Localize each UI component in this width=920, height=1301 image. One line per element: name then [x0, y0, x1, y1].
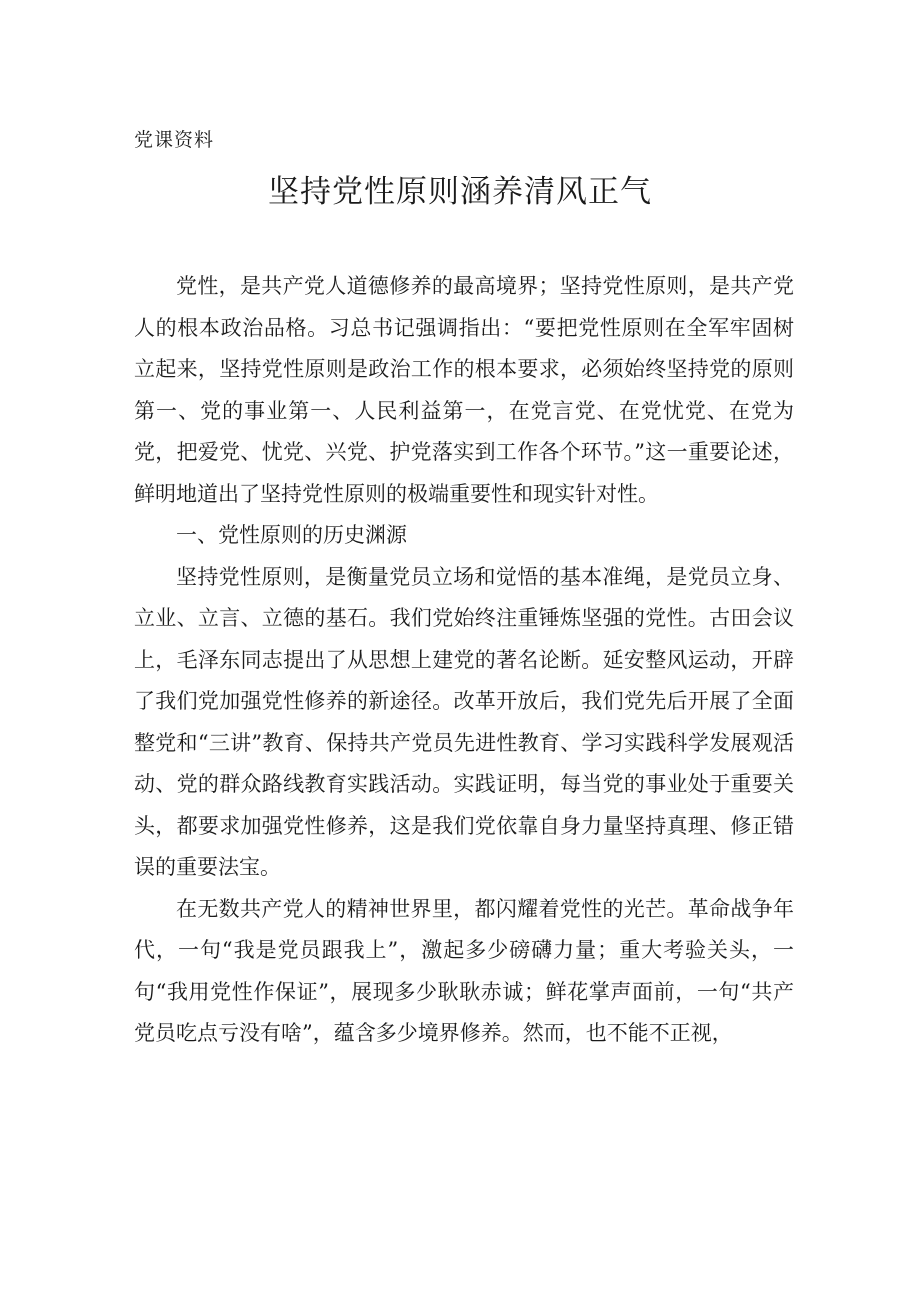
paragraph-spirit: 在无数共产党人的精神世界里，都闪耀着党性的光芒。革命战争年代，一句“我是党员跟我上”，激起多少磅礴力量；重大考验关头，一句“我用党性作保证”，展现多少耿耿赤诚；鲜花掌声面前，一句“共产党员吃点亏没有啥”，蕴含多少境界修养。然而，也不能不正视，: [134, 896, 794, 1045]
section-heading-1: 一、党性原则的历史渊源: [176, 523, 407, 547]
paragraph-intro: 党性，是共产党人道德修养的最高境界；坚持党性原则，是共产党人的根本政治品格。习总书记强调指出：“要把党性原则在全军牢固树立起来，坚持党性原则是政治工作的根本要求，必须始终坚持党的原则第一、党的事业第一、人民利益第一，在党言党、在党忧党、在党为党，把爱党、忧党、兴党、护党落实到工作各个环节。”这一重要论述，鲜明地道出了坚持党性原则的极端重要性和现实针对性。: [134, 274, 794, 506]
paragraph-history: 坚持党性原则，是衡量党员立场和觉悟的基本准绳，是党员立身、立业、立言、立德的基石。我们党始终注重锤炼坚强的党性。古田会议上，毛泽东同志提出了从思想上建党的著名论断。延安整风运动，开辟了我们党加强党性修养的新途径。改革开放后，我们党先后开展了全面整党和“三讲”教育、保持共产党员先进性教育、学习实践科学发展观活动、党的群众路线教育实践活动。实践证明，每当党的事业处于重要关头，都要求加强党性修养，这是我们党依靠自身力量坚持真理、修正错误的重要法宝。: [134, 564, 794, 879]
document-category-label: 党课资料: [134, 129, 215, 151]
document-body: [134, 266, 794, 1055]
document-title: 坚持党性原则涵养清风正气: [268, 174, 652, 210]
